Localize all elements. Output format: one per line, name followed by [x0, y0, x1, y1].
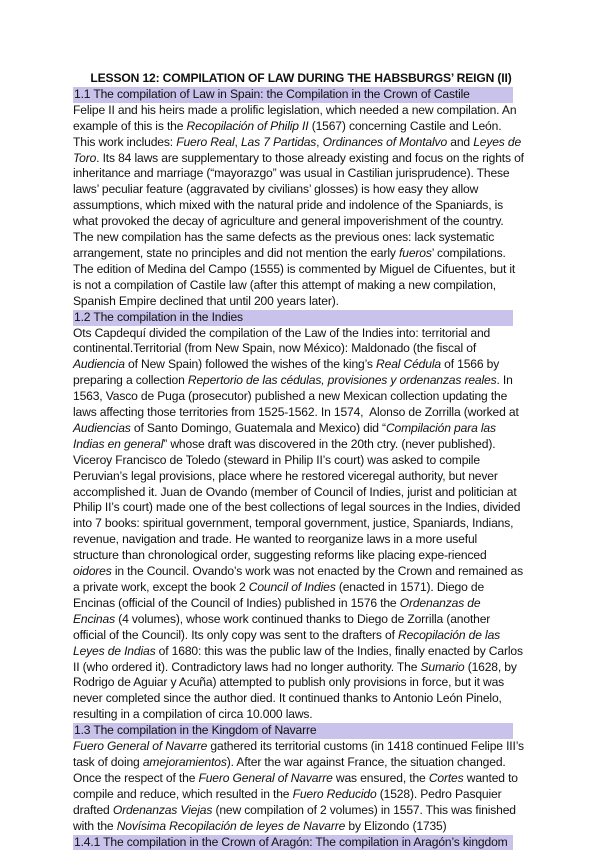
- section-paragraph-1-2: Ots Capdequí divided the compilation of the Law of the Indies into: territorial and continental.Territorial (from New Spain, now México): Maldonado (the fiscal of Audiencia of New Spain) followed the wishes of the king’s Real Cédula of 1566 by preparing a collection Repertorio de las cédulas, provisiones y ordenanzas reales. In 1563, Vasco de Puga (prosecutor) published a new Mexican collection updating the laws affecting those territories from 1525-1562. In 1574, Alonso de Zorrilla (worked at Audiencias of Santo Domingo, Guatemala and Mexico) did “Compilación para las Indias en general” whose draft was discovered in the 20th ctry. (never published). Viceroy Francisco de Toledo (steward in Philip II’s court) was asked to compile Peruvian’s legal provisions, place where he restored viceregal authority, but never accomplished it. Juan de Ovando (member of Council of Indies, jurist and politician at Philip II’s court) made one of the best collections of legal sources in the Indies, divided into 7 books: spiritual government, temporal government, justice, Spaniards, Indians, revenue, navigation and trade. He wanted to reorganize laws in a more useful structure than chronological order, suggesting reforms like placing expe-rienced oidores in the Council. Ovando’s work was not enacted by the Crown and remained as a private work, except the book 2 Council of Indies (enacted in 1571). Diego de Encinas (official of the Council of Indies) published in 1576 the Ordenanzas de Encinas (4 volumes), whose work continued thanks to Diego de Zorrilla (another official of the Council). Its only copy was sent to the drafters of Recopilación de las Leyes de Indias of 1680: this was the public law of the Indies, finally enacted by Carlos II (who ordered it). Contradictory laws had no longer authority. The Sumario (1628, by Rodrigo de Aguiar y Acuña) attempted to publish only provisions in force, but it was never completed since the author died. It continued thanks to Antonio León Pinelo, resulting in a compilation of circa 10.000 laws.: [73, 326, 525, 724]
- section-paragraph-1-3: Fuero General of Navarre gathered its territorial customs (in 1418 continued Felipe III’s task of doing amejoramientos). After the war against France, the situation changed. Once the respect of the Fuero General of Navarre was ensured, the Cortes wanted to compile and reduce, which resulted in the Fuero Reducido (1528). Pedro Pasquier drafted Ordenanzas Viejas (new compilation of 2 volumes) in 1557. This was finished with the Novísima Recopilación de leyes de Navarre by Elizondo (1735): [73, 739, 525, 834]
- section-paragraph-1-1: Felipe II and his heirs made a prolific legislation, which needed a new compilation. An example of this is the Recopilación of Philip II (1567) concerning Castile and León. This work includes: Fuero Real, Las 7 Partidas, Ordinances of Montalvo and Leyes de Toro. Its 84 laws are supplementary to those already existing and focus on the rights of inheritance and marriage (“mayorazgo” was usual in Castilian jurisprudence). These laws’ peculiar feature (aggravated by civilians’ glosses) is how easy they allow assumptions, which mixed with the natural pride and indolence of the Spaniards, is what provoked the decay of agriculture and general impoverishment of the country. The new compilation has the same defects as the previous ones: lack systematic arrangement, state no principles and did not mention the early fueros’ compilations. The edition of Medina del Campo (1555) is commented by Miguel de Cifuentes, but it is not a compilation of Castile law (after this attempt of making a new compilation, Spanish Empire declined that until 200 years later).: [73, 103, 525, 310]
- document-title: LESSON 12: COMPILATION OF LAW DURING THE HABSBURGS’ REIGN (II): [73, 71, 525, 87]
- document-body: [73, 71, 525, 850]
- section-heading-1-4-1: 1.4.1 The compilation in the Crown of Aragón: The compilation in Aragón’s kingdom: [73, 835, 513, 850]
- section-heading-1-2: 1.2 The compilation in the Indies: [73, 310, 513, 326]
- section-heading-1-1: 1.1 The compilation of Law in Spain: the Compilation in the Crown of Castile: [73, 87, 513, 103]
- section-heading-1-3: 1.3 The compilation in the Kingdom of Navarre: [73, 723, 513, 739]
